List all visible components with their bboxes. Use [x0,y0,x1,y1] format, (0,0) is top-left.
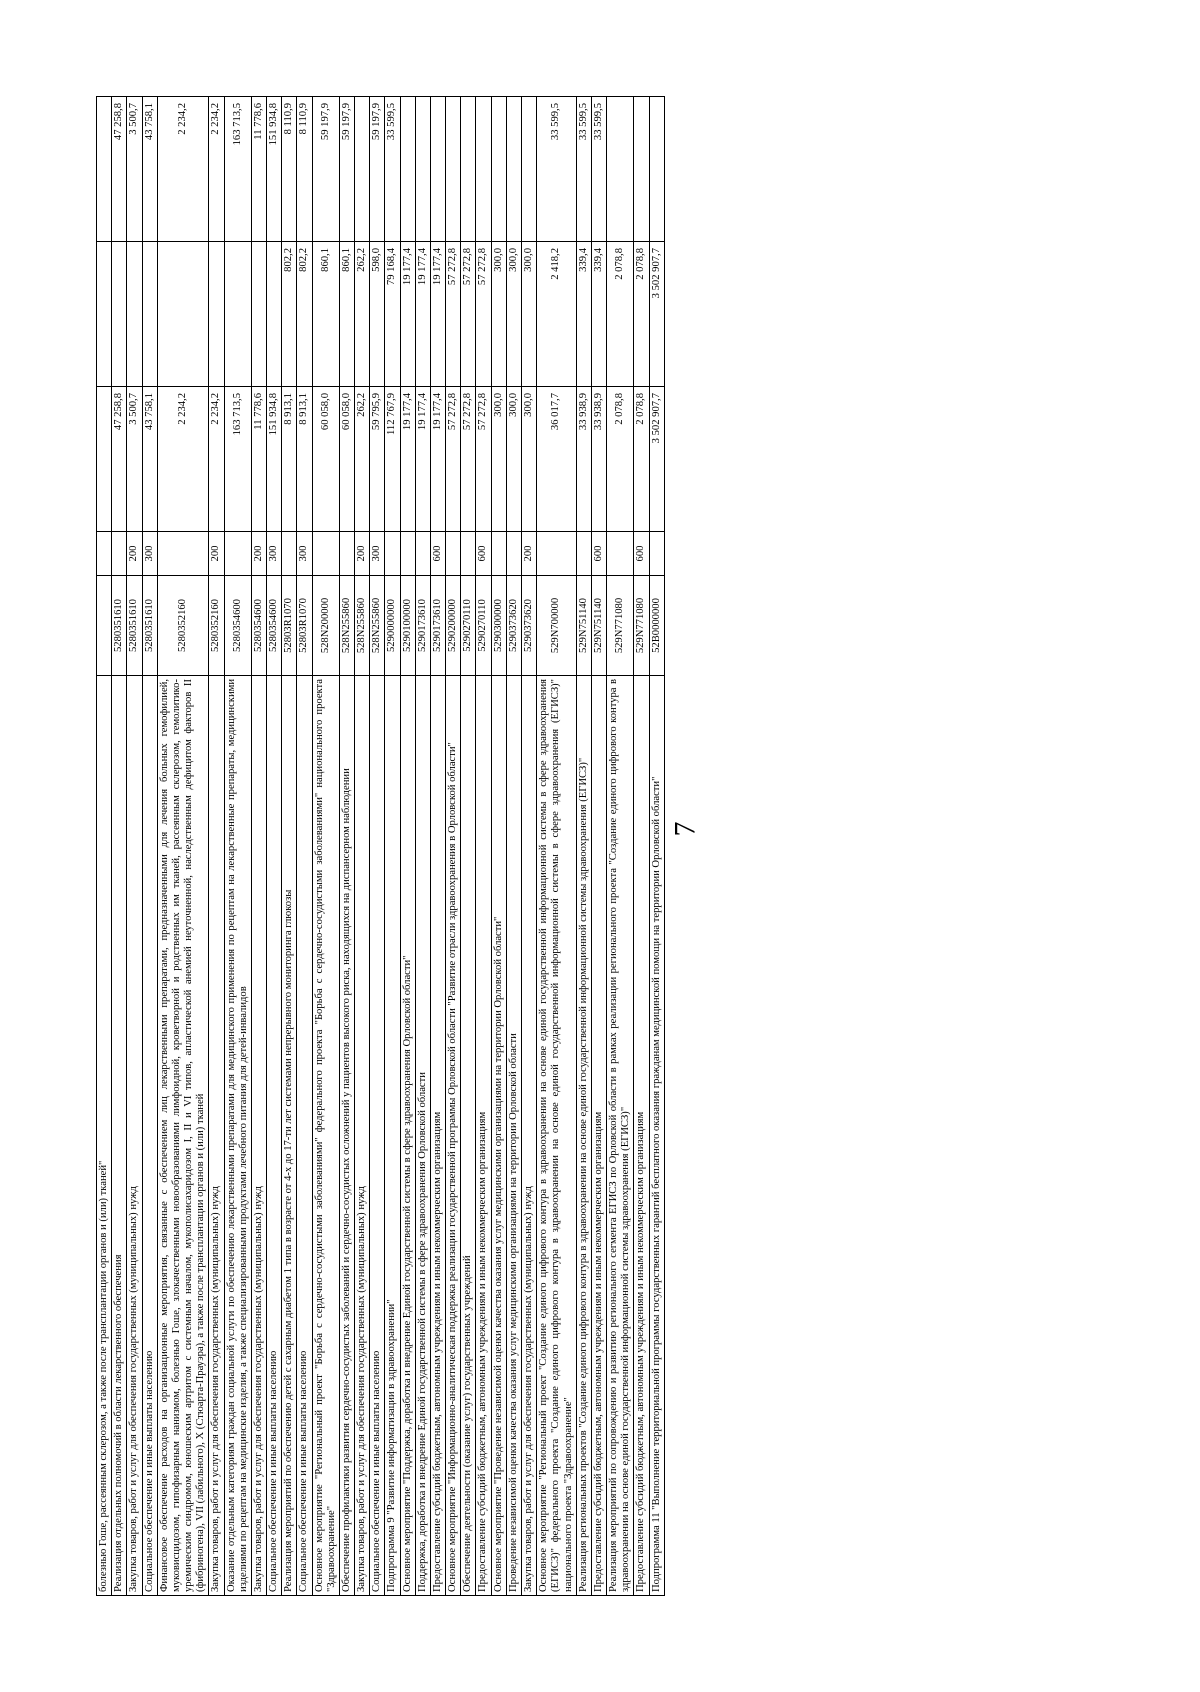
row-code-cell: 5280352160 [157,576,209,676]
row-name-cell: Закупка товаров, работ и услуг для обеспечения государственных (муниципальных) нужд [521,676,536,1596]
row-vr-cell [576,532,591,576]
table-row [506,97,521,1596]
row-name-cell: Социальное обеспечение и иные выплаты населению [297,676,312,1596]
budget-table-sheet [96,96,1096,1596]
row-sum1-cell: 57 272,8 [476,387,491,532]
row-vr-cell [415,532,430,576]
row-sum3-cell [607,97,634,242]
row-sum3-cell: 151 934,8 [267,97,282,242]
row-sum1-cell: 8 913,1 [282,387,297,532]
row-name-cell: Основное мероприятие "Региональный проект "Создание единого цифрового контура в здравоохранении на основе единой государственной информационной системы в сфере здравоохранения (ЕГИСЗ)" федерального проекта "Создание единого цифрового контура в здравоохранении на основе единой государственной информационной системы в сфере здравоохранения (ЕГИСЗ)" национального проекта "Здравоохранение" [537,676,577,1596]
row-sum3-cell [521,97,536,242]
row-sum1-cell: 60 058,0 [312,387,339,532]
row-sum1-cell: 300,0 [521,387,536,532]
row-sum3-cell [415,97,430,242]
row-vr-cell: 600 [634,532,649,576]
row-vr-cell [112,532,127,576]
table-row [267,97,282,1596]
row-sum1-cell: 151 934,8 [267,387,282,532]
row-sum3-cell: 59 197,9 [339,97,354,242]
row-vr-cell [224,532,251,576]
table-row [297,97,312,1596]
row-vr-cell: 300 [267,532,282,576]
row-vr-cell: 200 [209,532,224,576]
row-code-cell: 5280351610 [112,576,127,676]
row-sum2-cell: 19 177,4 [400,242,415,387]
row-sum1-cell: 59 795,9 [370,387,385,532]
row-sum3-cell [97,97,112,242]
row-vr-cell [312,532,339,576]
row-sum3-cell [446,97,461,242]
table-row [157,97,209,1596]
row-sum2-cell: 19 177,4 [415,242,430,387]
row-name-cell: Основное мероприятие "Поддержка, доработка и внедрение Единой государственной системы в сфере здравоохранения Орловской области" [400,676,415,1596]
row-sum1-cell: 3 500,7 [127,387,142,532]
row-code-cell: 5280354600 [224,576,251,676]
row-name-cell: Проведение независимой оценки качества оказания услуг медицинскими организациями на территории Орловской области [506,676,521,1596]
row-vr-cell [282,532,297,576]
row-sum2-cell: 339,4 [591,242,606,387]
row-sum1-cell: 57 272,8 [461,387,476,532]
row-sum3-cell [461,97,476,242]
row-sum1-cell: 300,0 [491,387,506,532]
row-vr-cell: 600 [476,532,491,576]
row-code-cell: 5280351610 [127,576,142,676]
row-code-cell: 529N771080 [607,576,634,676]
row-code-cell: 5290270110 [461,576,476,676]
table-row [355,97,370,1596]
row-name-cell: Предоставление субсидий бюджетным, автономным учреждениям и иным некоммерческим организациям [476,676,491,1596]
table-row [142,97,157,1596]
row-code-cell: 5290173610 [430,576,445,676]
row-vr-cell: 200 [127,532,142,576]
row-name-cell: Закупка товаров, работ и услуг для обеспечения государственных (муниципальных) нужд [355,676,370,1596]
row-sum2-cell: 57 272,8 [446,242,461,387]
row-code-cell: 528N255860 [370,576,385,676]
row-sum3-cell [634,97,649,242]
row-sum1-cell: 19 177,4 [415,387,430,532]
row-sum3-cell: 3 500,7 [127,97,142,242]
row-name-cell: болезнью Гоше, рассеянным склерозом, а также после трансплантации органов и (или) тканей" [97,676,112,1596]
row-sum1-cell: 2 234,2 [209,387,224,532]
row-sum1-cell: 36 017,7 [537,387,577,532]
row-vr-cell [157,532,209,576]
table-row [400,97,415,1596]
row-name-cell: Реализация региональных проектов "Создание единого цифрового контура в здравоохранении на основе единой государственной информационной системы здравоохранения (ЕГИСЗ)" [576,676,591,1596]
row-sum1-cell: 8 913,1 [297,387,312,532]
row-sum3-cell [649,97,664,242]
row-sum2-cell: 300,0 [521,242,536,387]
row-sum2-cell: 802,2 [297,242,312,387]
row-sum2-cell [209,242,224,387]
row-sum1-cell: 3 502 907,7 [649,387,664,532]
row-name-cell: Социальное обеспечение и иные выплаты населению [267,676,282,1596]
row-vr-cell: 300 [297,532,312,576]
table-row [224,97,251,1596]
table-row [461,97,476,1596]
row-vr-cell [607,532,634,576]
row-code-cell: 5290000000 [385,576,400,676]
row-sum2-cell: 860,1 [339,242,354,387]
table-row [430,97,445,1596]
row-sum1-cell: 2 234,2 [157,387,209,532]
row-code-cell: 5290373620 [506,576,521,676]
row-sum2-cell [251,242,266,387]
row-sum2-cell [267,242,282,387]
row-code-cell: 5290200000 [446,576,461,676]
row-sum2-cell: 2 078,8 [634,242,649,387]
budget-table-body [97,97,665,1596]
row-code-cell: 5280354600 [267,576,282,676]
row-name-cell: Основное мероприятие "Информационно-аналитическая поддержка реализации государственной программы Орловской области "Развитие отрасли здравоохранения в Орловской области" [446,676,461,1596]
table-row [491,97,506,1596]
table-row [370,97,385,1596]
row-sum2-cell [97,242,112,387]
row-vr-cell: 300 [370,532,385,576]
row-sum1-cell: 33 938,9 [576,387,591,532]
row-sum3-cell: 8 110,9 [297,97,312,242]
row-name-cell: Подпрограмма 9 "Развитие информатизации в здравоохранении" [385,676,400,1596]
row-vr-cell [537,532,577,576]
row-name-cell: Обеспечение профилактики развития сердечно-сосудистых заболеваний и сердечно-сосудистых осложнений у пациентов высокого риска, находящихся на диспансерном наблюдении [339,676,354,1596]
row-vr-cell [385,532,400,576]
table-row [127,97,142,1596]
row-sum3-cell: 33 599,5 [385,97,400,242]
row-sum1-cell: 262,2 [355,387,370,532]
row-vr-cell [649,532,664,576]
row-sum2-cell: 57 272,8 [461,242,476,387]
row-sum3-cell: 2 234,2 [209,97,224,242]
row-sum1-cell: 11 778,6 [251,387,266,532]
row-sum3-cell: 59 197,9 [312,97,339,242]
row-sum2-cell: 79 168,4 [385,242,400,387]
row-sum1-cell: 57 272,8 [446,387,461,532]
row-sum3-cell [430,97,445,242]
row-sum3-cell [355,97,370,242]
row-sum2-cell: 802,2 [282,242,297,387]
page-number: 7 [668,821,702,837]
table-row [476,97,491,1596]
table-row [415,97,430,1596]
table-row [591,97,606,1596]
row-sum1-cell: 300,0 [506,387,521,532]
row-sum3-cell: 33 599,5 [591,97,606,242]
row-code-cell: 529N751140 [591,576,606,676]
table-row [339,97,354,1596]
row-sum1-cell: 2 078,8 [634,387,649,532]
row-code-cell: 5290100000 [400,576,415,676]
row-sum2-cell: 339,4 [576,242,591,387]
row-sum2-cell: 300,0 [506,242,521,387]
row-code-cell: 52803R1070 [282,576,297,676]
row-vr-cell [97,532,112,576]
row-name-cell: Финансовое обеспечение расходов на организационные мероприятия, связанные с обеспечением лиц лекарственными препаратами, предназначенными для лечения больных гемофилией, муковисцидозом, гипофизарным нанизмом, болезнью Гоше, злокачественными новообразованиями лимфоидной, кроветворной и родственных им тканей, рассеянным склерозом, гемолитико-уремическим синдромом, юношеским артритом с системным началом, мукополисахаридозом I, II и VI типов, апластической анемией неуточненной, наследственным дефицитом факторов II (фибриногена), VII (лабильного), X (Стюарта-Прауэра), а также после трансплантации органов и (или) тканей [157,676,209,1596]
row-code-cell: 529N751140 [576,576,591,676]
row-sum2-cell [224,242,251,387]
row-name-cell: Социальное обеспечение и иные выплаты населению [370,676,385,1596]
row-sum3-cell: 33 599,5 [537,97,577,242]
row-sum2-cell [157,242,209,387]
row-sum1-cell [97,387,112,532]
table-row [537,97,577,1596]
row-name-cell: Социальное обеспечение и иные выплаты населению [142,676,157,1596]
row-code-cell: 5290270110 [476,576,491,676]
row-vr-cell [506,532,521,576]
row-code-cell [97,576,112,676]
row-code-cell: 5280354600 [251,576,266,676]
row-sum2-cell [142,242,157,387]
row-vr-cell [461,532,476,576]
row-sum2-cell: 598,0 [370,242,385,387]
row-sum1-cell: 47 258,8 [112,387,127,532]
row-name-cell: Предоставление субсидий бюджетным, автономным учреждениям и иным некоммерческим организациям [430,676,445,1596]
row-sum3-cell: 8 110,9 [282,97,297,242]
row-vr-cell [446,532,461,576]
table-row [634,97,649,1596]
row-code-cell: 52B0000000 [649,576,664,676]
row-vr-cell: 200 [251,532,266,576]
row-sum2-cell: 2 078,8 [607,242,634,387]
row-name-cell: Предоставление субсидий бюджетным, автономным учреждениям и иным некоммерческим организациям [634,676,649,1596]
row-sum1-cell: 112 767,9 [385,387,400,532]
row-sum2-cell [127,242,142,387]
row-sum1-cell: 19 177,4 [430,387,445,532]
row-code-cell: 5290173610 [415,576,430,676]
table-row [607,97,634,1596]
row-sum3-cell [400,97,415,242]
row-name-cell: Реализация мероприятий по обеспечению детей с сахарным диабетом 1 типа в возрасте от 4-х до 17-ти лет системами непрерывного мониторинга глюкозы [282,676,297,1596]
row-vr-cell: 600 [430,532,445,576]
table-row [209,97,224,1596]
row-code-cell: 529N700000 [537,576,577,676]
row-sum2-cell: 300,0 [491,242,506,387]
row-name-cell: Закупка товаров, работ и услуг для обеспечения государственных (муниципальных) нужд [127,676,142,1596]
row-name-cell: Поддержка, доработка и внедрение Единой государственной системы в сфере здравоохранения Орловской области [415,676,430,1596]
row-code-cell: 528N255860 [339,576,354,676]
table-row [385,97,400,1596]
row-code-cell: 5280352160 [209,576,224,676]
row-name-cell: Реализация мероприятий по сопровождению и развитию регионального сегмента ЕГИСЗ по Орловской области в рамках реализации регионального проекта "Создание единого цифрового контура в здравоохранении на основе единой государственной информационной системы здравоохранения (ЕГИСЗ)" [607,676,634,1596]
row-sum3-cell: 163 713,5 [224,97,251,242]
row-vr-cell [339,532,354,576]
row-name-cell: Основное мероприятие "Региональный проект "Борьба с сердечно-сосудистыми заболеваниями" федерального проекта "Борьба с сердечно-сосудистыми заболеваниями" национального проекта "Здравоохранение" [312,676,339,1596]
row-sum1-cell: 60 058,0 [339,387,354,532]
row-code-cell: 5280351610 [142,576,157,676]
row-vr-cell: 600 [591,532,606,576]
row-vr-cell: 200 [521,532,536,576]
row-sum1-cell: 43 758,1 [142,387,157,532]
row-name-cell: Подпрограмма 11 "Выполнение территориальной программы государственных гарантий бесплатного оказания гражданам медицинской помощи на территории Орловской области" [649,676,664,1596]
table-row [649,97,664,1596]
row-sum2-cell [112,242,127,387]
row-name-cell: Реализация отдельных полномочий в области лекарственного обеспечения [112,676,127,1596]
row-code-cell: 5290300000 [491,576,506,676]
row-sum2-cell: 19 177,4 [430,242,445,387]
row-sum2-cell: 3 502 907,7 [649,242,664,387]
row-sum1-cell: 19 177,4 [400,387,415,532]
row-name-cell: Основное мероприятие "Проведение независимой оценки качества оказания услуг медицинскими организациями на территории Орловской области" [491,676,506,1596]
row-vr-cell [491,532,506,576]
row-name-cell: Закупка товаров, работ и услуг для обеспечения государственных (муниципальных) нужд [209,676,224,1596]
row-code-cell: 529N771080 [634,576,649,676]
row-vr-cell: 300 [142,532,157,576]
row-sum3-cell: 59 197,9 [370,97,385,242]
row-sum3-cell: 2 234,2 [157,97,209,242]
row-code-cell: 528N200000 [312,576,339,676]
row-sum3-cell [506,97,521,242]
row-sum3-cell [491,97,506,242]
row-sum2-cell: 57 272,8 [476,242,491,387]
row-sum2-cell: 860,1 [312,242,339,387]
table-row [97,97,112,1596]
table-row [521,97,536,1596]
row-name-cell: Обеспечение деятельности (оказание услуг) государственных учреждений [461,676,476,1596]
row-name-cell: Оказание отдельным категориям граждан социальной услуги по обеспечению лекарственными препаратами для медицинского применения по рецептам на лекарственные препараты, медицинскими изделиями по рецептам на медицинские изделия, а также специализированными продуктами лечебного питания для детей-инвалидов [224,676,251,1596]
row-sum2-cell: 262,2 [355,242,370,387]
budget-table [96,96,665,1596]
row-sum3-cell: 47 258,8 [112,97,127,242]
row-sum3-cell: 33 599,5 [576,97,591,242]
row-name-cell: Закупка товаров, работ и услуг для обеспечения государственных (муниципальных) нужд [251,676,266,1596]
row-sum1-cell: 163 713,5 [224,387,251,532]
row-sum1-cell: 33 938,9 [591,387,606,532]
table-row [112,97,127,1596]
row-sum1-cell: 2 078,8 [607,387,634,532]
row-sum2-cell: 2 418,2 [537,242,577,387]
row-name-cell: Предоставление субсидий бюджетным, автономным учреждениям и иным некоммерческим организациям [591,676,606,1596]
row-code-cell: 52803R1070 [297,576,312,676]
row-sum3-cell: 11 778,6 [251,97,266,242]
row-sum3-cell [476,97,491,242]
table-row [312,97,339,1596]
table-row [446,97,461,1596]
table-row [576,97,591,1596]
table-row [251,97,266,1596]
table-row [282,97,297,1596]
row-sum3-cell: 43 758,1 [142,97,157,242]
row-vr-cell: 200 [355,532,370,576]
row-vr-cell [400,532,415,576]
row-code-cell: 528N255860 [355,576,370,676]
row-code-cell: 5290373620 [521,576,536,676]
